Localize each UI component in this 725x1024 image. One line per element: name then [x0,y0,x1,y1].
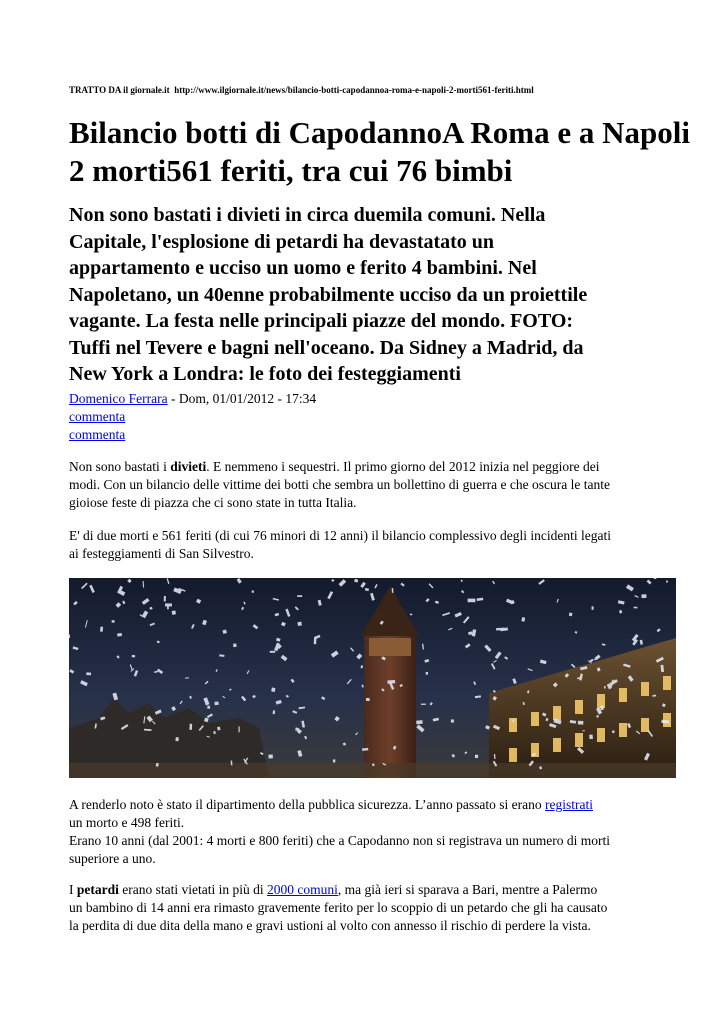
text-line: la perdita di due dita della mano e gravi ustioni al volto con annesso il rischio di perdere la vista. [69,918,591,933]
confetti-piece [578,721,584,725]
confetti-piece [297,622,301,626]
text-line: E' di due morti e 561 feriti (di cui 76 minori di 12 anni) il bilancio complessivo degli incidenti legati [69,528,611,543]
text-run: A renderlo noto è stato il dipartimento della pubblica sicurezza. L’anno passato si erano [69,797,545,812]
subtitle-line: Non sono bastati i divieti in circa duemila comuni. Nella [69,204,546,226]
headline [69,114,689,190]
registrati-link[interactable]: registrati [544,797,593,812]
confetti-piece [86,672,91,675]
confetti-piece [604,686,606,689]
2000-comuni-link[interactable]: 2000 comuni [266,882,338,897]
confetti-piece [175,737,179,741]
text-line: un bambino di 14 anni era rimasto gravemente ferito per lo scoppio di un petardo che gli ha causato [69,900,608,915]
confetti-piece [132,655,136,658]
byline [69,390,316,444]
confetti-piece [270,651,275,653]
confetti-piece [214,702,218,706]
confetti-piece [100,627,103,632]
confetti-piece [165,603,172,606]
text-run: Non sono bastati i [69,459,171,474]
confetti-piece [297,595,302,597]
confetti-piece [333,759,336,762]
text-run: I [69,882,77,897]
comment-link[interactable]: commenta [69,409,126,424]
confetti-piece [654,578,657,579]
confetti-piece [634,607,638,609]
confetti-piece [229,689,231,691]
headline-line-1: Bilancio botti di CapodannoA Roma e a Napoli [69,115,690,150]
bold-divieti: divieti [170,459,207,474]
text-line: Erano 10 anni (dal 2001: 4 morti e 800 feriti) che a Capodanno non si registrava un numero di morti [69,833,610,848]
confetti-piece [189,724,192,730]
confetti-piece [475,755,478,759]
subtitle [69,202,684,388]
headline-line-2: 2 morti561 feriti, tra cui 76 bimbi [69,153,513,188]
confetti-piece [592,606,594,610]
confetti-piece [600,706,604,710]
author-link[interactable]: Domenico Ferrara [69,391,168,406]
paragraph-1 [69,458,689,512]
paragraph-4 [69,881,689,935]
confetti-piece [539,766,542,769]
confetti-piece [112,620,115,623]
confetti-piece [582,730,585,731]
confetti-piece [569,613,573,617]
confetti-piece [269,755,273,759]
source-url: http://www.ilgiornale.it/news/bilancio-botti-capodannoa-roma-e-napoli-2-morti561-feriti.html [174,85,534,95]
confetti-piece [233,644,236,647]
confetti-piece [207,706,210,709]
confetti-piece [239,726,240,732]
confetti-piece [416,720,423,724]
confetti-piece [426,672,428,675]
confetti-piece [589,735,593,740]
source-label: TRATTO DA il giornale.it [69,85,170,95]
confetti-piece [468,599,476,603]
piazza-san-marco-image [69,578,676,778]
subtitle-line: appartamento e ucciso un uomo e ferito 4 bambini. Nel [69,257,537,279]
text-line: gioiose feste di piazza che ci sono state in tutta Italia. [69,495,357,510]
confetti-piece [392,588,394,593]
publish-date: - Dom, 01/01/2012 - 17:34 [167,391,317,406]
subtitle-line: Napoletano, un 40enne probabilmente ucciso da un proiettile [69,283,588,306]
confetti-piece [172,611,176,615]
confetti-piece [596,715,598,718]
paragraph-3 [69,796,689,868]
text-run: . E nemmeno i sequestri. Il primo giorno del 2012 inizia nel peggiore dei [206,459,600,474]
text-run: erano stati vietati in più di [118,882,267,897]
confetti-piece [641,594,646,598]
paragraph-2 [69,527,689,563]
subtitle-line: Capitale, l'esplosione di petardi ha devastatato un [69,230,495,253]
confetti-piece [252,590,254,592]
confetti-piece [366,698,370,701]
subtitle-line: vagante. La festa nelle principali piazze del mondo. FOTO: [69,310,574,332]
confetti-piece [421,704,426,705]
subtitle-line: Tuffi nel Tevere e bagni nell'oceano. Da Sidney a Madrid, da [69,336,584,359]
text-line: superiore a uno. [69,851,156,866]
bold-petardi: petardi [76,882,119,897]
confetti-piece [451,719,454,722]
confetti-piece [164,596,166,602]
confetti-piece [69,635,70,639]
text-line: modi. Con un bilancio delle vittime dei botti che sembra un bollettino di guerra e che oscura le tante [69,477,610,492]
text-line: un morto e 498 feriti. [69,815,185,830]
confetti-piece [117,633,122,637]
confetti-piece [661,720,669,724]
source-line [69,85,689,95]
text-line: ai festeggiamenti di San Silvestro. [69,546,254,561]
confetti-piece [167,606,169,609]
comment-link-2[interactable]: commenta [69,427,126,442]
fireworks-photo [69,578,676,778]
text-run: , ma già ieri si sparava a Bari, mentre a Palermo [337,882,598,897]
confetti-piece [387,680,395,684]
subtitle-line: New York a Londra: le foto dei festeggiamenti [69,363,461,385]
